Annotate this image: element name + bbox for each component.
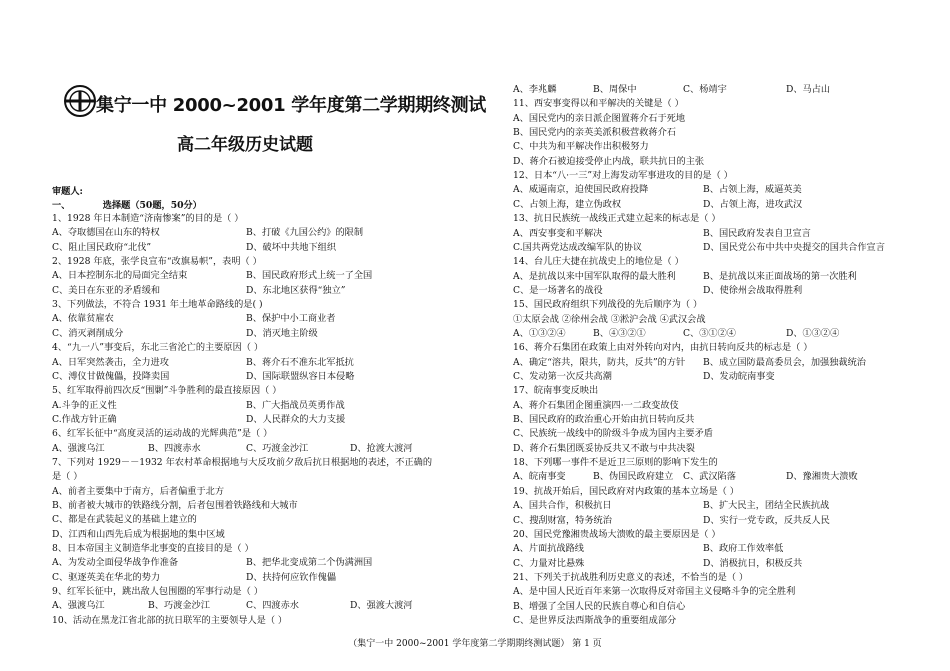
answer-option: B、保护中小工商业者 [246, 313, 336, 325]
answer-option: B、周保中 [593, 84, 637, 95]
answer-option: B、把华北变成第二个伪满洲国 [246, 557, 373, 569]
option-row [52, 399, 482, 412]
question-line: D、蒋介石集团既妥协反共又不敢与中共决裂 [513, 442, 695, 454]
question-line: 2、1928 年底，张学良宣布“改旗易帜”，表明（ ） [52, 256, 262, 268]
question-line: 18、下列哪一事件不是近卫三原则的影响下发生的 [513, 457, 718, 469]
section-heading [52, 199, 202, 212]
answer-option: B、占领上海，威逼英美 [703, 184, 802, 196]
option-row [513, 241, 893, 254]
answer-option: A、日本控制东北的局面完全结束 [52, 270, 188, 282]
exam-title: 集宁一中 2000~2001 学年度第二学期期终测试 [96, 95, 487, 116]
answer-option: B、四渡赤水 [148, 442, 201, 454]
answer-option: C、③①②④ [683, 327, 736, 339]
option-row [52, 312, 482, 325]
answer-option: A、西安事变和平解决 [513, 227, 603, 239]
option-row [52, 327, 482, 340]
question-line: 11、西安事变得以和平解决的关键是（ ） [513, 98, 684, 110]
option-row [52, 356, 482, 369]
option-row [513, 270, 893, 283]
answer-option: C、是一场著名的战役 [513, 284, 603, 296]
question-line: B、国民政府的政治重心开始由抗日转向反共 [513, 414, 695, 426]
exam-subtitle: 高二年级历史试题 [177, 135, 313, 155]
question-line: 9、红军长征中，跳出敌人包围圈的军事行动是（ ） [52, 586, 263, 598]
answer-option: B、扩大民主，团结全民族抗战 [703, 500, 830, 512]
answer-option: A、为发动全面侵华战争作准备 [52, 557, 179, 569]
answer-option: C、溥仪甘做傀儡，投降卖国 [52, 370, 170, 382]
answer-option: B、政府工作效率低 [703, 543, 784, 555]
answer-option: B、成立国防最高委员会，加强独裁统治 [703, 356, 866, 368]
question-line: 10、活动在黑龙江省北部的抗日联军的主要领导人是（ ） [52, 614, 288, 626]
question-line: 20、国民党豫湘贵战场大溃败的最主要原因是（ ） [513, 528, 721, 540]
answer-option: A、李兆麟 [513, 84, 557, 95]
answer-option: A、①③②④ [513, 327, 566, 339]
answer-option: C、搜刮财富，特务统治 [513, 514, 612, 526]
answer-option: B、广大指战员英勇作战 [246, 399, 345, 411]
option-row [52, 571, 482, 584]
answer-option: B、④③②① [593, 327, 646, 339]
answer-option: C、阻止国民政府“北伐” [52, 241, 152, 253]
question-line: B、前者被大城市的铁路线分割，后者包围着铁路线和大城市 [52, 500, 298, 511]
answer-option: A、依靠贫雇农 [52, 313, 114, 325]
question-line: D、蒋介石被迫接受停止内战，联共抗日的主张 [513, 155, 705, 167]
option-row [513, 198, 893, 211]
option-row [513, 83, 893, 96]
answer-option: D、东北地区获得“独立” [246, 284, 346, 296]
answer-option: D、国际联盟纵容日本侵略 [246, 370, 355, 382]
question-line: A、蒋介石集团企图重演四·一二政变故伎 [513, 399, 679, 411]
answer-option: D、抢渡大渡河 [350, 442, 413, 454]
answer-option: A、夺取德国在山东的特权 [52, 227, 160, 239]
answer-option: D、①③②④ [786, 327, 840, 339]
question-line: 7、下列对 1929－－1932 年农村革命根据地与大反攻前夕敌后抗日根据地的表述，不正确的 [52, 456, 433, 468]
question-line: 17、皖南事变反映出 [513, 385, 599, 397]
question-line: 16、蒋介石集团在政策上由对外转向对内，由抗日转向反共的标志是（ ） [513, 342, 813, 354]
answer-option: C、武汉陷落 [683, 471, 736, 483]
question-line: 8、日本帝国主义制造华北事变的直接目的是（ ） [52, 543, 254, 555]
option-row [513, 284, 893, 297]
answer-option: C、巧渡金沙江 [246, 442, 309, 454]
option-row [513, 499, 893, 512]
answer-option: C.国共两党达成改编军队的协议 [513, 241, 643, 253]
question-line: D、江西和山西先后成为根据地的集中区域 [52, 528, 225, 540]
answer-option: B、伪国民政府建立 [593, 471, 674, 483]
question-line: 4、“九一八”事变后，东北三省沦亡的主要原因（ ） [52, 342, 264, 354]
author-label: 审题人: [52, 186, 83, 197]
answer-option: C、占领上海，建立伪政权 [513, 198, 622, 210]
question-line: C、民族统一战线中的阶级斗争成为国内主要矛盾 [513, 428, 713, 440]
option-row [513, 183, 893, 196]
answer-option: D、发动皖南事变 [703, 371, 775, 382]
option-row [513, 557, 893, 570]
answer-option: A、国共合作，积极抗日 [513, 500, 612, 512]
answer-option: D、强渡大渡河 [350, 600, 413, 612]
option-row [52, 413, 482, 426]
question-line: 12、日本“八·一三”对上海发动军事进攻的目的是（ ） [513, 170, 733, 182]
answer-option: C、杨靖宇 [683, 84, 727, 95]
question-line: C、是世界反法西斯战争的重要组成部分 [513, 614, 677, 626]
answer-option: D、扶持何应钦作傀儡 [246, 571, 337, 583]
answer-option: B、蒋介石不准东北军抵抗 [246, 356, 354, 368]
option-row [513, 470, 893, 483]
section-number: 一、 [52, 200, 71, 211]
answer-option: D、消灭地主阶级 [246, 327, 318, 339]
question-line: 15、国民政府组织下列战役的先后顺序为（ ） [513, 299, 703, 311]
option-row [52, 556, 482, 569]
question-line: B、国民党内的亲英美派积极营救蒋介石 [513, 127, 676, 139]
question-line: 19、抗战开始后，国民政府对内政策的基本立场是（ ） [513, 485, 739, 497]
answer-option: D、破坏中共地下组织 [246, 241, 337, 253]
answer-option: B、国民政府形式上统一了全国 [246, 270, 373, 282]
option-row [52, 226, 482, 239]
question-line: B、增强了全国人民的民族自尊心和自信心 [513, 600, 686, 612]
page-footer: （集宁一中 2000~2001 学年度第二学期期终测试题） 第 1 页 [348, 639, 602, 649]
question-line: 14、台儿庄大捷在抗战史上的地位是（ ） [513, 256, 684, 268]
question-line: C、中共为和平解决作出积极努力 [513, 141, 649, 153]
answer-option: D、人民群众的大力支援 [246, 413, 346, 425]
option-row [52, 284, 482, 297]
question-line: 13、抗日民族统一战线正式建立起来的标志是（ ） [513, 213, 721, 225]
answer-option: A、确定“溶共，限共，防共，反共”的方针 [513, 356, 686, 368]
answer-option: A、是抗战以来中国军队取得的最大胜利 [513, 270, 676, 282]
answer-option: A、皖南事变 [513, 471, 566, 483]
answer-option: D、豫湘贵大溃败 [786, 471, 858, 483]
answer-option: C、美日在东亚的矛盾缓和 [52, 284, 161, 296]
option-row [513, 327, 893, 340]
question-line: 3、下列做法，不符合 1931 年土地革命路线的是( ) [52, 299, 263, 311]
option-row [52, 442, 482, 455]
question-line: A、前者主要集中于南方，后者偏重于北方 [52, 485, 225, 497]
option-row [513, 514, 893, 527]
answer-option: A、强渡乌江 [52, 442, 105, 454]
answer-option: D、国民党公布中共中央提交的国共合作宣言 [703, 241, 885, 253]
answer-option: A、强渡乌江 [52, 600, 105, 612]
question-line: 6、红军长征中“高度灵活的运动战的光辉典范”是（ ） [52, 428, 273, 440]
answer-option: C、驱逐英美在华北的势力 [52, 571, 161, 583]
question-line: A、国民党内的亲日派企图置蒋介石于死地 [513, 112, 686, 124]
option-row [52, 241, 482, 254]
option-row [513, 227, 893, 240]
answer-option: C、四渡赤水 [246, 600, 299, 612]
answer-option: C、发动第一次反共高潮 [513, 371, 612, 382]
option-row [52, 269, 482, 282]
option-row [513, 356, 893, 369]
answer-option: A.斗争的正义性 [52, 399, 117, 411]
question-line: ①太原会战 ②徐州会战 ③淞沪会战 ④武汉会战 [513, 313, 706, 325]
question-line: 5、红军取得前四次反“围剿”斗争胜利的最直接原因（ ） [52, 385, 282, 397]
answer-option: D、实行一党专政，反共反人民 [703, 514, 830, 526]
school-logo [63, 84, 97, 118]
question-line: C、都是在武装起义的基础上建立的 [52, 514, 197, 526]
answer-option: D、消极抗日，积极反共 [703, 557, 803, 569]
question-line: 21、下列关于抗战胜利历史意义的表述，不恰当的是（ ） [513, 571, 749, 583]
answer-option: B、国民政府发表自卫宣言 [703, 227, 811, 239]
option-row [513, 370, 893, 383]
answer-option: D、占领上海，进攻武汉 [703, 198, 803, 210]
answer-option: C、消灭剥削成分 [52, 327, 124, 339]
option-row [52, 599, 482, 612]
answer-option: C、力量对比悬殊 [513, 557, 585, 569]
question-line: 是（ ） [52, 471, 83, 483]
section-title: 选择题（50题，50分） [102, 200, 202, 211]
question-line: A、是中国人民近百年来第一次取得反对帝国主义侵略斗争的完全胜利 [513, 586, 796, 598]
answer-option: A、片面抗战路线 [513, 543, 584, 555]
option-row [513, 542, 893, 555]
answer-option: A、日军突然袭击，全力进攻 [52, 356, 169, 368]
answer-option: B、打破《九国公约》的限制 [246, 227, 364, 239]
question-line: 1、1928 年日本制造“济南惨案”的目的是（ ） [52, 213, 244, 224]
answer-option: D、马占山 [786, 84, 831, 95]
option-row [52, 370, 482, 383]
answer-option: D、使徐州会战取得胜利 [703, 284, 803, 296]
answer-option: A、威逼南京，迫使国民政府投降 [513, 184, 649, 196]
answer-option: C.作战方针正确 [52, 413, 117, 425]
answer-option: B、巧渡金沙江 [148, 600, 210, 612]
answer-option: B、是抗战以来正面战场的第一次胜利 [703, 270, 857, 282]
